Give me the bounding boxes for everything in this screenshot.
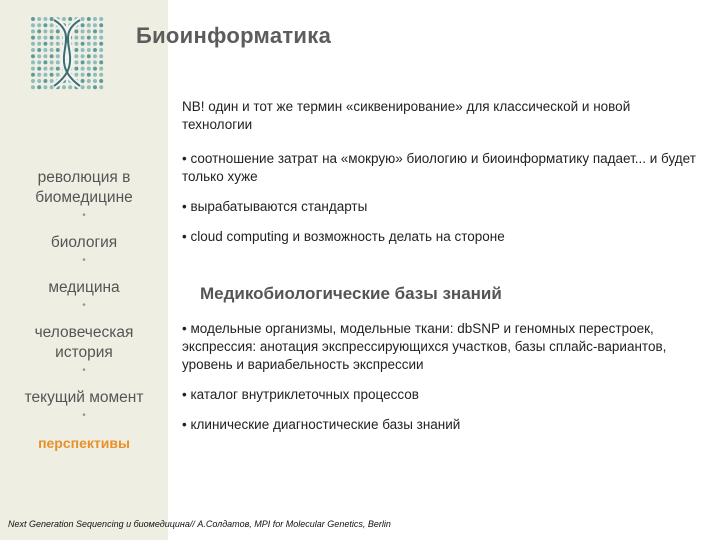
- logo-dot: [43, 54, 47, 58]
- logo-dot: [81, 29, 85, 33]
- logo-dot: [37, 42, 41, 46]
- logo-dot: [87, 85, 91, 89]
- logo-dot: [37, 48, 41, 52]
- logo-dot: [93, 60, 97, 64]
- logo-dot: [56, 60, 60, 64]
- logo-dot: [81, 36, 85, 40]
- logo-dot: [43, 36, 47, 40]
- logo-dot: [93, 17, 97, 21]
- bullet-cost-ratio: • соотношение затрат на «мокрую» биологию и биоинформатику падает... и будет только хуже: [182, 151, 696, 184]
- dna-logo-icon: [30, 16, 104, 90]
- logo-dot: [87, 17, 91, 21]
- logo-dot: [81, 23, 85, 27]
- logo-dot: [37, 23, 41, 27]
- logo-dot: [87, 67, 91, 71]
- logo-dot: [87, 23, 91, 27]
- sidebar-item-revolution[interactable]: революция в биомедицине: [35, 169, 133, 206]
- footer-citation: Next Generation Sequencing и биомедицина// А.Солдатов, MPI for Molecular Genetics, Berlin: [8, 519, 391, 529]
- logo-dot: [43, 48, 47, 52]
- logo-dot: [31, 85, 35, 89]
- logo-dot: [93, 36, 97, 40]
- logo-dot: [43, 73, 47, 77]
- logo-dot: [37, 73, 41, 77]
- logo-dot: [31, 67, 35, 71]
- logo-dot: [31, 60, 35, 64]
- logo-dot: [99, 73, 103, 77]
- logo-dot: [37, 29, 41, 33]
- note-text: NB! один и тот же термин «сиквенирование» для классической и новой технологии: [182, 99, 631, 132]
- logo-dot: [56, 54, 60, 58]
- bullet-clinical: • клинические диагностические базы знаний: [182, 417, 461, 432]
- logo-dot: [93, 23, 97, 27]
- logo-dot: [37, 36, 41, 40]
- logo-dot: [81, 67, 85, 71]
- logo-dot: [99, 54, 103, 58]
- logo-dot: [87, 79, 91, 83]
- logo-dot: [81, 17, 85, 21]
- logo-dot: [43, 85, 47, 89]
- logo-dot: [37, 60, 41, 64]
- logo-dot: [43, 42, 47, 46]
- logo-dot: [74, 48, 78, 52]
- logo-dot: [50, 54, 54, 58]
- logo-dot: [93, 85, 97, 89]
- logo-dot: [50, 67, 54, 71]
- logo-dot: [43, 79, 47, 83]
- logo-dot: [87, 48, 91, 52]
- logo-dot: [74, 67, 78, 71]
- logo-dot: [31, 23, 35, 27]
- logo-dot: [50, 73, 54, 77]
- main-content: [182, 98, 702, 246]
- logo-dot: [37, 79, 41, 83]
- logo-dot: [56, 42, 60, 46]
- sidebar-item-perspectives[interactable]: перспективы: [38, 435, 130, 451]
- logo-dot: [43, 29, 47, 33]
- logo-dot: [43, 17, 47, 21]
- logo-dot: [99, 17, 103, 21]
- logo-dot: [93, 73, 97, 77]
- logo-dot: [31, 42, 35, 46]
- logo-dot: [56, 73, 60, 77]
- bullet-catalog: • каталог внутриклеточных процессов: [182, 387, 419, 402]
- bullet-model-organisms: • модельные организмы, модельные ткани: dbSNP и геномных перестроек, экспрессия: анотация экспрессирующихся участков, базы сплайс-вариантов, уровень и вариабельность экспрессии: [182, 321, 667, 372]
- logo-dot: [37, 85, 41, 89]
- logo-dot: [43, 67, 47, 71]
- logo-dot: [37, 54, 41, 58]
- logo-dot: [68, 17, 72, 21]
- logo-dot: [87, 29, 91, 33]
- logo-dot: [31, 54, 35, 58]
- logo-dot: [81, 73, 85, 77]
- logo-dot: [93, 67, 97, 71]
- sidebar-item-human-history[interactable]: человеческая история: [34, 324, 134, 361]
- logo-dot: [50, 60, 54, 64]
- logo-dot: [43, 60, 47, 64]
- bullet-standards: • вырабатываются стандарты: [182, 199, 368, 214]
- logo-dot: [31, 79, 35, 83]
- logo-dot: [50, 85, 54, 89]
- logo-dot: [31, 17, 35, 21]
- logo-dot: [81, 54, 85, 58]
- sidebar-item-medicine[interactable]: медицина: [48, 279, 120, 296]
- logo-dot: [93, 29, 97, 33]
- logo-dot: [74, 60, 78, 64]
- logo-dot: [87, 60, 91, 64]
- logo-dot: [50, 29, 54, 33]
- logo-dot: [99, 67, 103, 71]
- logo-dot: [50, 48, 54, 52]
- logo-dot: [99, 23, 103, 27]
- logo-dot: [99, 48, 103, 52]
- logo-dot: [99, 36, 103, 40]
- logo-dot: [68, 85, 72, 89]
- logo-dot: [87, 73, 91, 77]
- logo-dot: [93, 79, 97, 83]
- logo-dot: [74, 29, 78, 33]
- logo-dot: [31, 29, 35, 33]
- separator-dot: •: [82, 210, 86, 221]
- logo-dot: [43, 23, 47, 27]
- logo-dot: [50, 79, 54, 83]
- logo-dot: [50, 36, 54, 40]
- logo-dot: [99, 79, 103, 83]
- separator-dot: •: [82, 300, 86, 311]
- logo-dot: [99, 42, 103, 46]
- logo-dot: [56, 29, 60, 33]
- logo-dot: [81, 85, 85, 89]
- logo-dot: [81, 48, 85, 52]
- logo-dot: [31, 48, 35, 52]
- separator-dot: •: [82, 255, 86, 266]
- logo-dot: [56, 48, 60, 52]
- logo-dot: [93, 54, 97, 58]
- page-title: Биоинформатика: [136, 23, 332, 48]
- sidebar-nav: [8, 168, 160, 453]
- separator-dot: •: [82, 410, 86, 421]
- logo-dot: [37, 17, 41, 21]
- logo-dot: [37, 67, 41, 71]
- section-content: [182, 320, 702, 434]
- logo-dot: [87, 54, 91, 58]
- logo-dot: [93, 48, 97, 52]
- logo-dot: [74, 54, 78, 58]
- logo-dot: [93, 42, 97, 46]
- logo-dot: [56, 67, 60, 71]
- logo-dot: [74, 36, 78, 40]
- logo-dot: [99, 85, 103, 89]
- logo-dot: [87, 42, 91, 46]
- logo-dot: [31, 36, 35, 40]
- logo-dot: [74, 42, 78, 46]
- logo-dot: [81, 42, 85, 46]
- logo-dot: [62, 17, 66, 21]
- bullet-cloud: • cloud computing и возможность делать на стороне: [182, 229, 505, 244]
- logo-dot: [81, 60, 85, 64]
- logo-dot: [62, 85, 66, 89]
- logo-dot: [99, 29, 103, 33]
- logo-dot: [87, 36, 91, 40]
- logo-dot: [99, 60, 103, 64]
- logo-dot: [50, 42, 54, 46]
- logo-dot: [56, 36, 60, 40]
- separator-dot: •: [82, 365, 86, 376]
- section-title: Медикобиологические базы знаний: [200, 284, 502, 303]
- logo-dot: [74, 73, 78, 77]
- logo-dot: [81, 79, 85, 83]
- logo-dot: [50, 23, 54, 27]
- logo-dot: [31, 73, 35, 77]
- logo-dot: [50, 17, 54, 21]
- sidebar-item-biology[interactable]: биология: [50, 234, 118, 251]
- sidebar-item-current-moment[interactable]: текущий момент: [24, 389, 144, 406]
